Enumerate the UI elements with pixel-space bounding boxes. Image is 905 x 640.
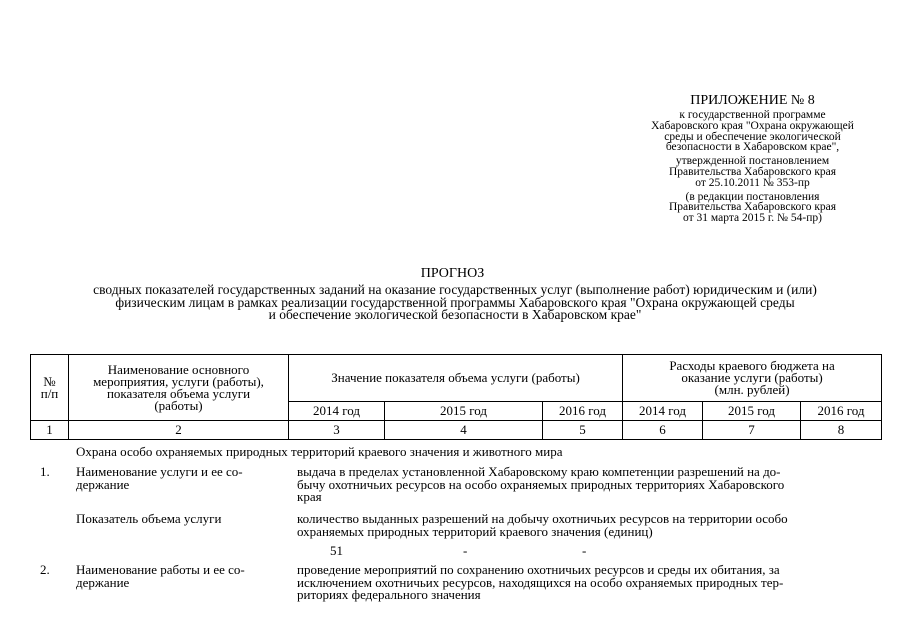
subheading-line: и обеспечение экологической безопасности в Хабаровском крае" bbox=[268, 307, 642, 323]
item-number: 1. bbox=[40, 464, 50, 479]
appendix-line: безопасности в Хабаровском крае", bbox=[665, 141, 840, 154]
item-text: проведение мероприятий по сохранению охотничьих ресурсов и среды их обитания, за исключением охотничьих ресурсов, находящихся на особо охраняемых природных тер- риториях федерального значения bbox=[297, 562, 784, 603]
value-2014: 51 bbox=[330, 543, 343, 558]
value-2015: - bbox=[463, 543, 468, 558]
appendix-title: ПРИЛОЖЕНИЕ № 8 bbox=[690, 93, 815, 108]
appendix-header bbox=[610, 92, 895, 224]
year-cell: 2014 год bbox=[623, 402, 703, 421]
header-expense: Расходы краевого бюджета на оказание услуги (работы) (млн. рублей) bbox=[623, 355, 882, 402]
appendix-line: Правительства Хабаровского края bbox=[668, 165, 837, 178]
appendix-line: к государственной программе bbox=[679, 109, 826, 121]
item-label: Наименование работы и ее со- держание bbox=[76, 562, 245, 590]
index-cell: 2 bbox=[69, 421, 289, 440]
index-cell: 3 bbox=[289, 421, 385, 440]
appendix-line: среды и обеспечение экологической bbox=[664, 130, 841, 143]
year-cell: 2016 год bbox=[801, 402, 882, 421]
item-label: Показатель объема услуги bbox=[76, 511, 222, 526]
document-subheading bbox=[30, 284, 880, 322]
subheading-line: сводных показателей государственных заданий на оказание государственных услуг (выполнение работ) юридическим и (или) bbox=[93, 282, 817, 297]
year-cell: 2015 год bbox=[703, 402, 801, 421]
index-cell: 6 bbox=[623, 421, 703, 440]
appendix-line: от 31 марта 2015 г. № 54-пр) bbox=[683, 212, 822, 225]
document-heading: ПРОГНОЗ bbox=[420, 266, 485, 281]
appendix-line: (в редакции постановления bbox=[685, 190, 820, 203]
year-cell: 2016 год bbox=[543, 402, 623, 421]
index-cell: 7 bbox=[703, 421, 801, 440]
item-label: Наименование услуги и ее со- держание bbox=[76, 464, 243, 492]
item-number: 2. bbox=[40, 562, 50, 577]
appendix-line: от 25.10.2011 № 353-пр bbox=[695, 176, 810, 189]
forecast-table bbox=[30, 354, 882, 440]
appendix-line: Правительства Хабаровского края bbox=[668, 201, 837, 214]
header-value: Значение показателя объема услуги (работы) bbox=[289, 355, 623, 402]
section-title: Охрана особо охраняемых природных территорий краевого значения и животного мира bbox=[76, 444, 563, 459]
item-text: выдача в пределах установленной Хабаровскому краю компетенции разрешений на до- бычу охотничьих ресурсов на особо охраняемых природных территориях Хабаровского края bbox=[297, 464, 785, 505]
index-cell: 5 bbox=[543, 421, 623, 440]
index-cell: 1 bbox=[31, 421, 69, 440]
item-text: количество выданных разрешений на добычу охотничьих ресурсов на территории особо охраняемых природных территорий краевого значения (единиц) bbox=[297, 511, 788, 539]
header-num: № п/п bbox=[31, 355, 69, 421]
value-2016: - bbox=[582, 543, 587, 558]
year-cell: 2015 год bbox=[385, 402, 543, 421]
index-cell: 4 bbox=[385, 421, 543, 440]
appendix-line: утвержденной постановлением bbox=[675, 155, 830, 168]
subheading-line: физическим лицам в рамках реализации государственной программы Хабаровского края "Охрана окружающей среды bbox=[115, 294, 795, 310]
header-name: Наименование основного мероприятия, услуги (работы), показателя объема услуги (работы) bbox=[69, 355, 289, 421]
year-cell: 2014 год bbox=[289, 402, 385, 421]
index-cell: 8 bbox=[801, 421, 882, 440]
appendix-line: Хабаровского края "Охрана окружающей bbox=[651, 119, 854, 132]
